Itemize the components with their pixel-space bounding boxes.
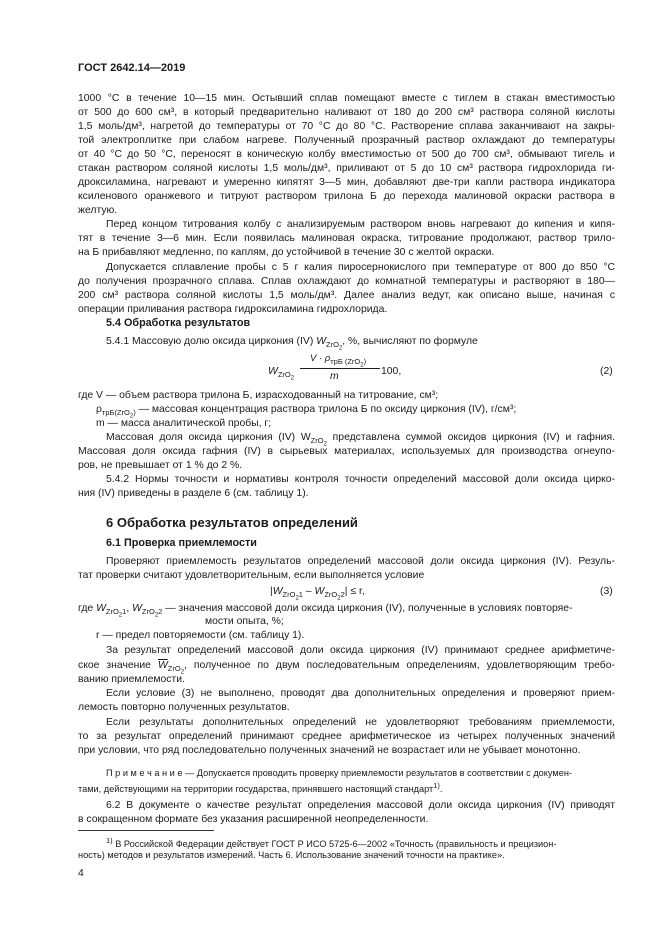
text-line: ванию приемлемости. [78,674,185,685]
text-span: тами, действующими на территории государства, принявшего настоящий стандарт [78,784,434,795]
text-line: при условии, что ряд последовательно полученных значений не возрастает или не убывает монотонно. [78,745,581,756]
text-line: Перед концом титрования колбу с анализируемым раствором вновь нагревают до кипения и кипя- [106,219,615,230]
where-w: где $W_{ZrO_21}$, $W_{ZrO_22}$ — значения массовой доли оксида циркония (IV), полученные в условиях повторяе- [78,603,573,619]
text-line: той электроплитке при слабом нагреве. Полученный прозрачный раствор охлаждают до температуры [78,135,615,146]
text-line: лемость повторно полученных результатов. [78,702,290,713]
text-line: на Б прибавляют медленно, по каплям, до устойчивой в течение 30 с желтой окраски. [78,247,495,258]
text-line: от 40 °С до 50 °С, переносят в коническую колбу вместимостью от 500 до 700 см³, обмывают тигель и [78,149,615,160]
where-V: где V — объем раствора трилона Б, израсходованный на титрование, см³; [78,390,439,401]
fraction-bar [300,368,380,369]
text-span: Массовая доля оксида циркония (IV) W [106,432,311,443]
formula-condition: $|W_{ZrO_21} - W_{ZrO_22}| \le r$, [270,586,365,602]
text-span: — массовая концентрация раствора трилона Б по оксиду циркония (IV), г/см³; [135,404,517,415]
paragraph-5-4-1: 5.4.1 Массовую долю оксида циркония (IV) $W_{ZrO_2}$, %, вычисляют по формуле [106,336,478,352]
text-line: За результат определений массовой доли оксида циркония (IV) принимают среднее арифметиче- [106,645,615,656]
text-line: Если результаты дополнительных определений не удовлетворяют требованиям приемлемости, [106,717,615,728]
text-line: 5.4.2 Нормы точности и нормативы контроля точности определений массовой доли оксида цирко- [106,474,615,485]
section-6-title: 6 Обработка результатов определений [106,515,358,530]
where-w-cont: мости опыта, %; [205,616,284,627]
text-line: от 500 до 600 см³, в который предварительно наливают от 180 до 200 см³ раствора соляной кислоты [78,107,615,118]
text-span: — Допускается проводить проверку приемлемости результатов в соответствии с докумен- [182,768,572,778]
text-line: 200 см³ раствора соляной кислоты 1,5 моль/дм³. Далее анализ ведут, как описано выше, начиная с [78,290,615,301]
section-5-4-title: 5.4 Обработка результатов [106,317,251,329]
text-span: В Российской Федерации действует ГОСТ Р ИСО 5725-6—2002 «Точность (правильность и прецизион- [112,839,557,850]
text-line: тят в течение 3—6 мин. Если появилась малиновая окраска, титрование продолжают, раствор трило- [78,233,615,244]
text-line: ния (IV) приведены в разделе 6 (см. таблицу 1). [78,488,309,499]
text-span: ское значение [78,660,158,671]
text-line: 1000 °С в течение 10—15 мин. Остывший сплав помещают вместе с тиглем в стакан вместимостью [78,93,615,104]
footnote-ref: 1) [433,781,440,790]
text-span: — значения массовой доли оксида циркония (IV), полученные в условиях повторяе- [162,603,573,614]
where-r: r — предел повторяемости (см. таблицу 1). [96,630,305,641]
text-line: 6.2 В документе о качестве результат определения массовой доли оксида циркония (IV) приводят [106,800,615,811]
text-line: тат проверки считают удовлетворительным, если выполняется условие [78,570,425,581]
text-span: , %, вычисляют по формуле [342,336,478,347]
text-line: операции приливания раствора гидроксиламина гидрохлорида. [78,304,388,315]
text-line: в сокращенном формате без указания расширенной неопределенности. [78,814,429,825]
note-label: П р и м е ч а н и е [106,768,183,778]
text-line: Массовая доля оксида циркония (IV) $W_{ZrO_2}$ представлена суммой оксидов циркония (IV) и гафния. [106,432,615,448]
where-rho: $\rho_{трБ(ZrO_2)}$ — массовая концентрация раствора трилона Б по оксиду циркония (IV), г/см³; [96,404,517,420]
text-line: Допускается сплавление пробы с 5 г калия пиросернокислого при температуре от 800 до 850 °С [106,262,615,273]
text-line: то за результат определений принимают среднее арифметическое из четырех полученных значений [78,731,615,742]
formula-numerator: $V \cdot \rho_{трБ (ZrO_2)}$ [310,353,367,369]
subsection-6-1-title: 6.1 Проверка приемлемости [106,537,257,549]
text-line: Массовая доля оксида гафния (IV) в сырьевых материалах, используемых для производства огнеупо- [78,446,615,457]
text-line: дроксиламина, нагревают и умеренно кипятят 3—5 мин, добавляют две-три капли раствора индикатора [78,177,615,188]
text-line: ров, не превышает от 1 % до 2 %. [78,460,243,471]
text-span: , полученное по двум последовательным определениям, удовлетворяющим требо- [184,660,615,671]
text-span: где [78,603,97,614]
text-line: Если условие (3) не выполнено, проводят два дополнительных определения и проверяют прием- [106,688,615,699]
text-line: ское значение $\overline{W}_{ZrO_2}$, полученное по двум последовательным определениям, удовлетворяющим требо- [78,660,615,676]
formula-number: (3) [600,586,613,597]
text-span: представлена суммой оксидов циркония (IV) и гафния. [326,432,615,443]
text-line: ксиленового оранжевого и титруют раствором трилона Б до перехода малиновой окраски раствора в [78,191,615,202]
text-line: желтую. [78,205,118,216]
formula-denominator: m [330,371,339,382]
formula-number: (2) [600,366,613,377]
footnote-mark: 1) [106,836,113,845]
text-line: 1,5 моль/дм³, нагретой до температуры от 70 °С до 80 °С. Растворение сплава заканчивают на закры- [78,121,615,132]
text-span: 5.4.1 Массовую долю оксида циркония (IV) [106,336,317,347]
text-line: стакан раствором соляной кислоты 1,5 моль/дм³, приливают от 5 до 10 см³ раствора гидрохлорида ги- [78,163,615,174]
page-number: 4 [78,868,84,879]
note-line [106,767,615,779]
document-code: ГОСТ 2642.14—2019 [78,62,186,74]
footnote-rule [78,830,214,831]
footnote-line: ность) методов и результатов измерений. Часть 6. Использование значений точности на практике». [78,850,505,860]
text-span: V · ρ [310,353,331,364]
where-m: m — масса аналитической пробы, г; [96,418,272,429]
formula-tail: 100, [381,366,402,377]
note-line: тами, действующими на территории государства, принявшего настоящий стандарт$^{1)}$. [78,781,443,795]
footnote-line [106,835,615,850]
text-line: до получения прозрачного сплава. Сплав охлаждают до комнатной температуры и растворяют в 180— [78,276,615,287]
text-span: ≤ r, [350,586,365,597]
formula-lhs: $W_{ZrO_2}$ [268,366,295,382]
text-line: Проверяют приемлемость результатов определений массовой доли оксида циркония (IV). Резуль- [106,556,615,567]
